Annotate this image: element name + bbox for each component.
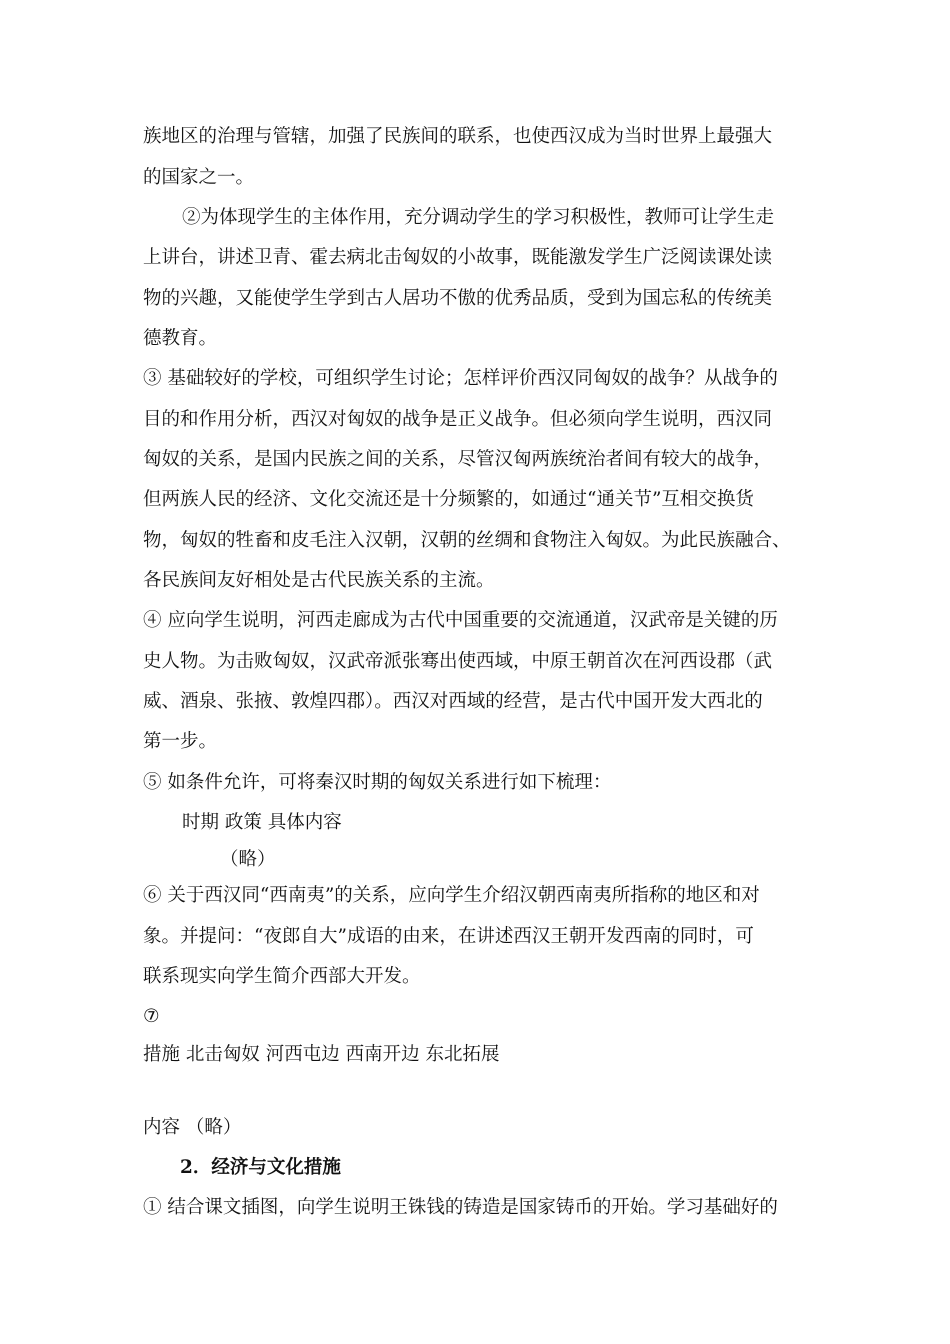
section-heading: 2．经济与文化措施 [180,1157,341,1178]
paragraph-line: 物，匈奴的牲畜和皮毛注入汉朝，汉朝的丝绸和食物注入匈奴。为此民族融合、 [143,530,791,551]
paragraph-line: ⑥ 关于西汉同“西南夷”的关系，应向学生介绍汉朝西南夷所指称的地区和对 [143,885,760,906]
omitted-note: （略） [220,849,276,870]
paragraph-line: 物的兴趣，又能使学生学到古人居功不傲的优秀品质，受到为国忘私的传统美 [143,288,773,309]
table-header-line: 时期 政策 具体内容 [182,812,342,833]
paragraph-line: ⑤ 如条件允许，可将秦汉时期的匈奴关系进行如下梳理： [143,772,612,793]
paragraph-line: 象。并提问：“夜郎自大”成语的由来，在讲述西汉王朝开发西南的同时，可 [143,926,754,947]
paragraph-line: 匈奴的关系，是国内民族之间的关系，尽管汉匈两族统治者间有较大的战争， [143,449,773,470]
paragraph-line: 史人物。为击败匈奴，汉武帝派张骞出使西域，中原王朝首次在河西设郡（武 [143,651,773,672]
paragraph-line: 的国家之一。 [143,167,255,188]
paragraph-line: ① 结合课文插图，向学生说明王铢钱的铸造是国家铸币的开始。学习基础好的 [143,1197,778,1218]
paragraph-line: 族地区的治理与管辖，加强了民族间的联系，也使西汉成为当时世界上最强大 [143,126,773,147]
table-content-line: 内容 （略） [143,1117,242,1138]
item-marker: ⑦ [143,1006,160,1027]
paragraph-line: 德教育。 [143,328,218,349]
paragraph-line: 上讲台，讲述卫青、霍去病北击匈奴的小故事，既能激发学生广泛阅读课处读 [143,247,773,268]
paragraph-line: 目的和作用分析，西汉对匈奴的战争是正义战争。但必须向学生说明，西汉同 [143,409,773,430]
paragraph-line: ③ 基础较好的学校，可组织学生讨论；怎样评价西汉同匈奴的战争？从战争的 [143,368,778,389]
table-header-line: 措施 北击匈奴 河西屯边 西南开边 东北拓展 [143,1044,500,1065]
paragraph-line: ④ 应向学生说明，河西走廊成为古代中国重要的交流通道，汉武帝是关键的历 [143,610,778,631]
paragraph-line: 联系现实向学生简介西部大开发。 [143,966,421,987]
paragraph-line: ②为体现学生的主体作用，充分调动学生的学习积极性，教师可让学生走 [182,207,775,228]
paragraph-line: 但两族人民的经济、文化交流还是十分频繁的，如通过“通关节”互相交换货 [143,489,754,510]
paragraph-line: 威、酒泉、张掖、敦煌四郡）。西汉对西域的经营，是古代中国开发大西北的 [143,691,763,712]
paragraph-line: 各民族间友好相处是古代民族关系的主流。 [143,570,495,591]
paragraph-line: 第一步。 [143,731,218,752]
